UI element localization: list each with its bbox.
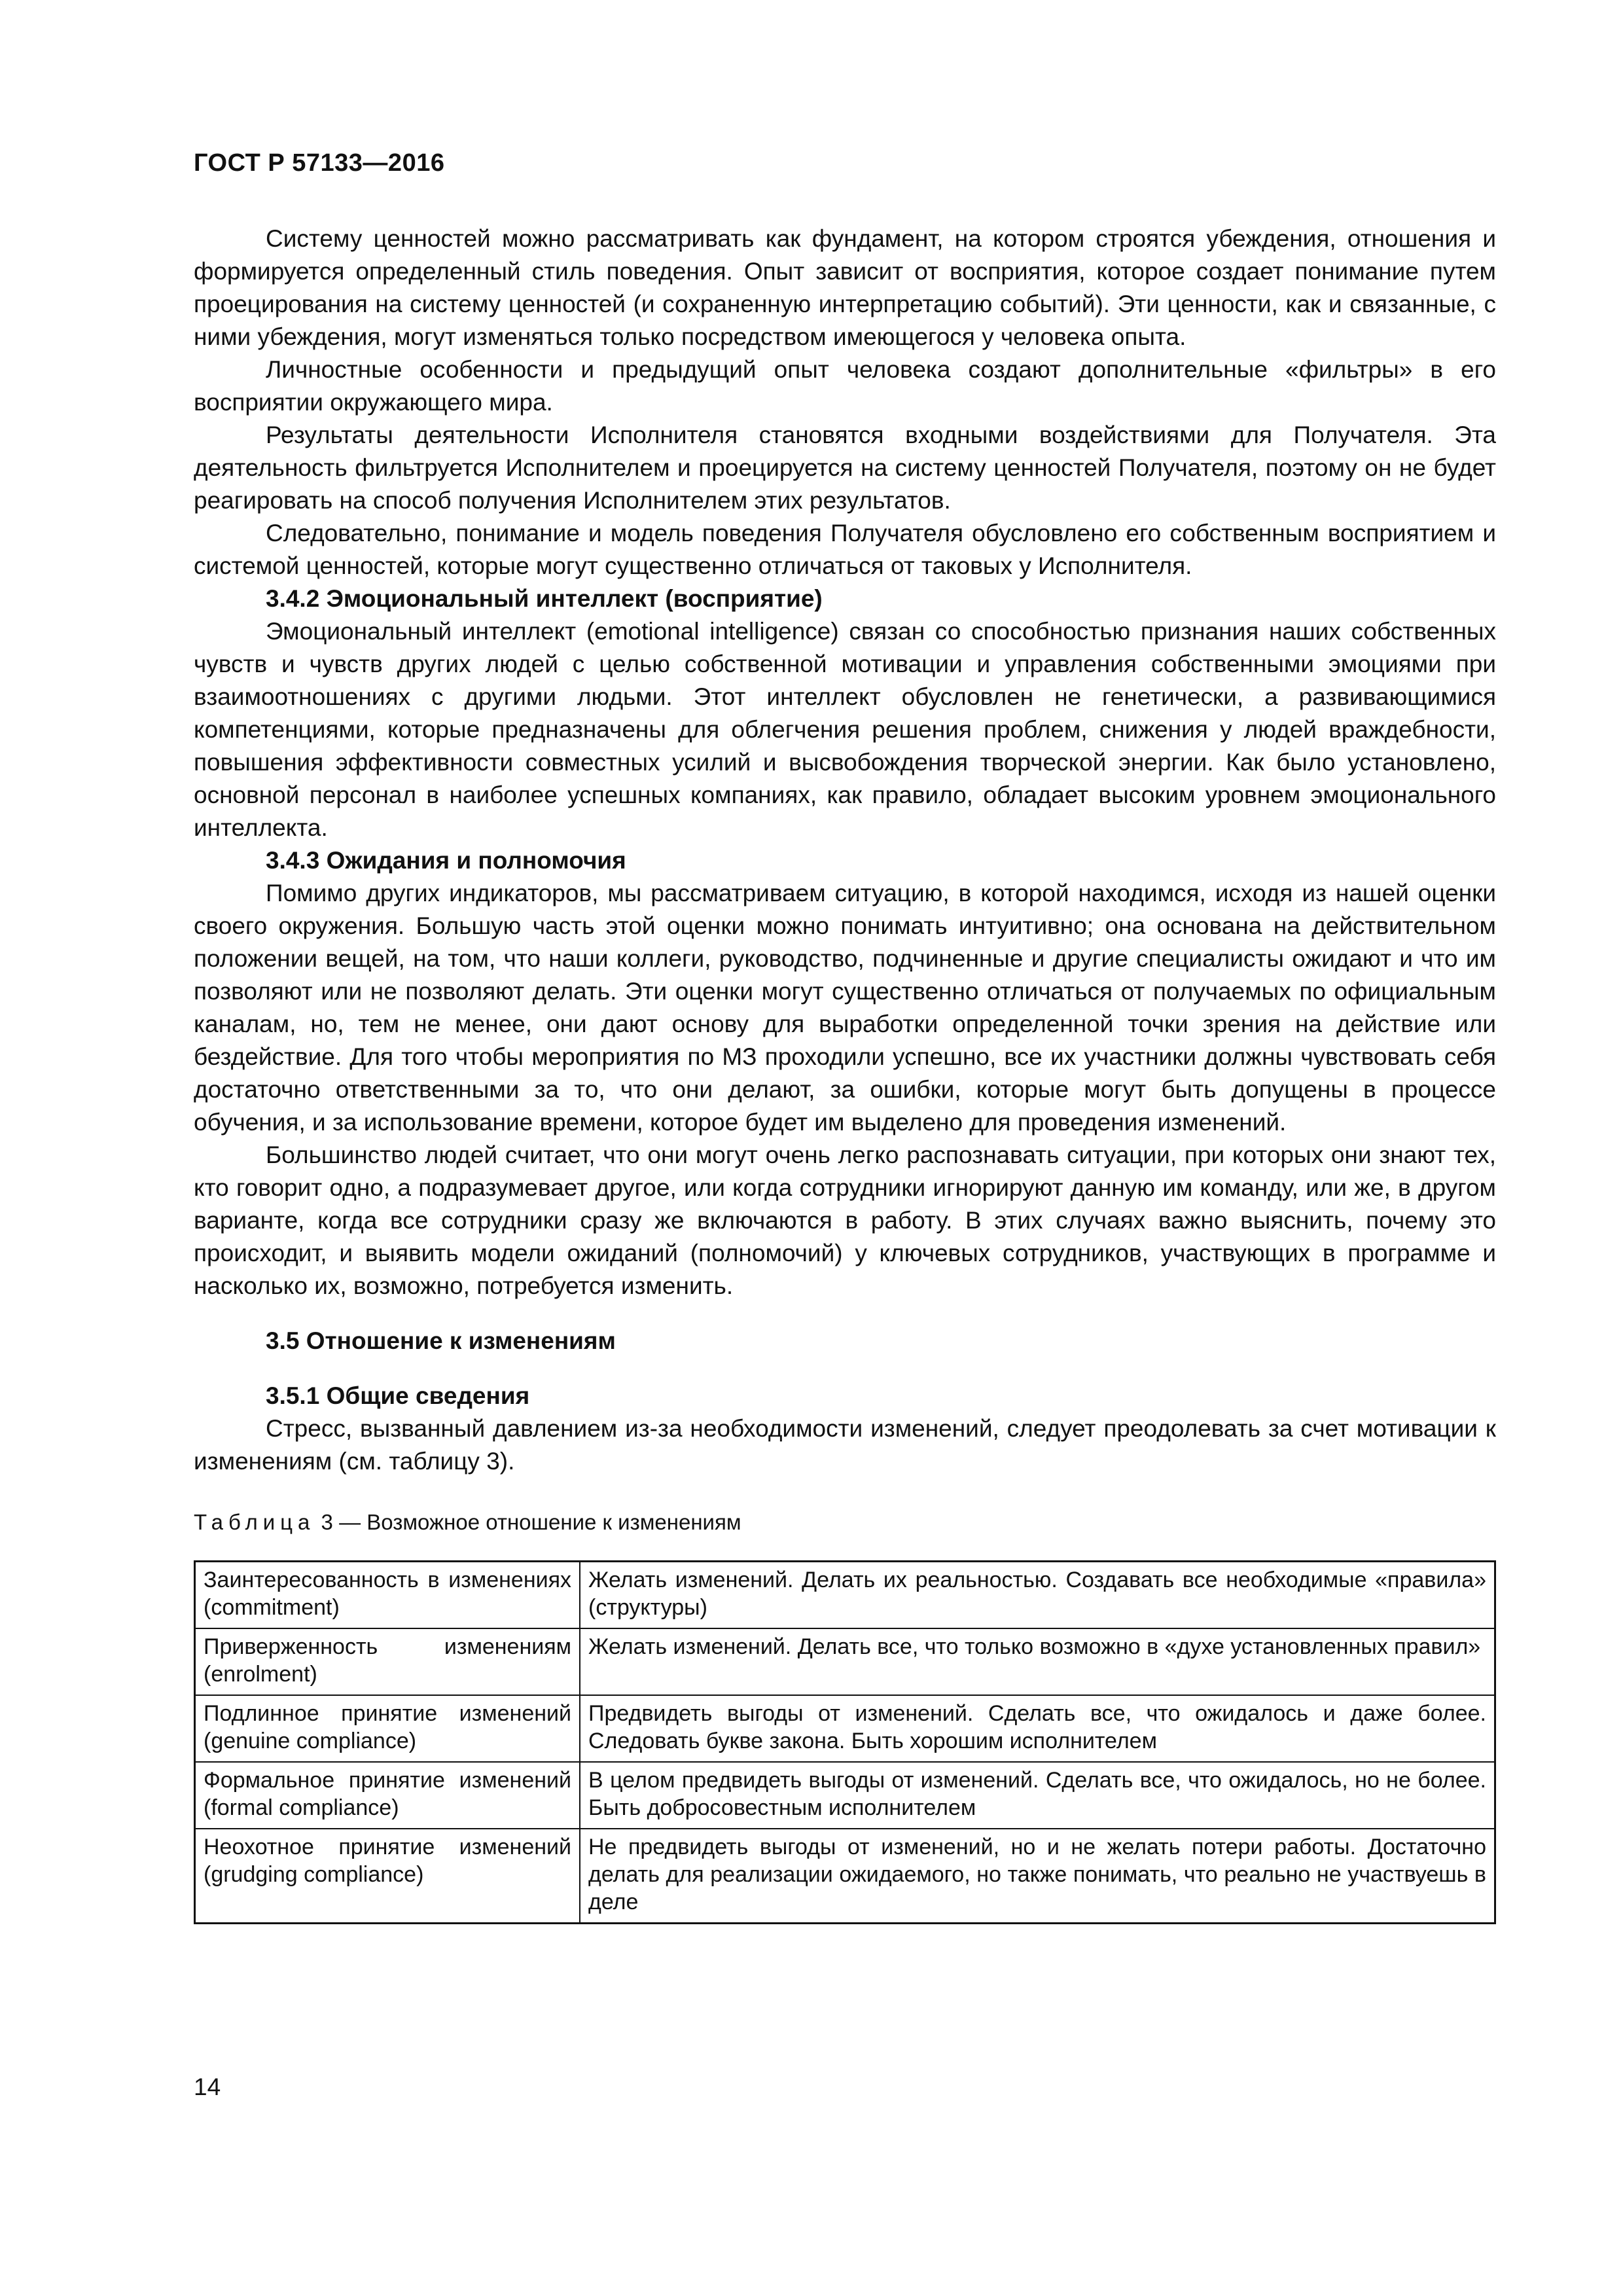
section-heading-3-5-1: 3.5.1 Общие сведения — [266, 1382, 530, 1409]
table-cell-attitude: Формальное принятие изменений (formal compliance) — [195, 1762, 580, 1829]
table-cell-description: В целом предвидеть выгоды от изменений. Сделать все, что ожидалось, но не более. Быть добросовестным исполнителем — [580, 1762, 1495, 1829]
section-heading-3-5: 3.5 Отношение к изменениям — [266, 1327, 616, 1354]
paragraph: Большинство людей считает, что они могут очень легко распознавать ситуации, при которых они знают тех, кто говорит одно, а подразумевает другое, или когда сотрудники игнорируют данную им команду, или же, в другом варианте, когда все сотрудники сразу же включаются в работу. В этих случаях важно выяснить, почему это происходит, и выявить модели ожиданий (полномочий) у ключевых сотрудников, участвующих в программе и насколько их, возможно, потребуется изменить. — [194, 1141, 1496, 1299]
table-cell-description: Желать изменений. Делать все, что только возможно в «духе установленных правил» — [580, 1628, 1495, 1695]
page-number: 14 — [194, 2073, 221, 2100]
paragraph: Систему ценностей можно рассматривать как фундамент, на котором строятся убеждения, отношения и формируется определенный стиль поведения. Опыт зависит от восприятия, которое создает понимание путем проецирования на систему ценностей (и сохраненную интерпретацию событий). Эти ценности, как и связанные, с ними убеждения, могут изменяться только посредством имеющегося у человека опыта. — [194, 225, 1496, 350]
table-caption-label: Таблица — [194, 1510, 315, 1534]
paragraph: Личностные особенности и предыдущий опыт человека создают дополнительные «фильтры» в его восприятии окружающего мира. — [194, 356, 1496, 416]
table-caption-text: 3 — Возможное отношение к изменениям — [315, 1510, 741, 1534]
document-header-id: ГОСТ Р 57133—2016 — [194, 149, 445, 177]
table-row — [195, 1829, 1495, 1924]
section-heading-3-4-2: 3.4.2 Эмоциональный интеллект (восприятие) — [266, 585, 823, 612]
table-cell-attitude: Неохотное принятие изменений (grudging compliance) — [195, 1829, 580, 1924]
table-row — [195, 1562, 1495, 1629]
table-cell-description: Желать изменений. Делать их реальностью. Создавать все необходимые «правила» (структуры) — [580, 1562, 1495, 1629]
table-caption — [194, 1508, 1496, 1537]
page-content — [194, 223, 1496, 1924]
attitude-table — [194, 1560, 1496, 1924]
table-cell-attitude: Заинтересованность в изменениях (commitment) — [195, 1562, 580, 1629]
section-heading-3-4-3: 3.4.3 Ожидания и полномочия — [266, 847, 626, 874]
table-cell-attitude: Приверженность изменениям (enrolment) — [195, 1628, 580, 1695]
table-row — [195, 1628, 1495, 1695]
paragraph: Помимо других индикаторов, мы рассматриваем ситуацию, в которой находимся, исходя из нашей оценки своего окружения. Большую часть этой оценки можно понимать интуитивно; она основана на действительном положении вещей, на том, что наши коллеги, руководство, подчиненные и другие специалисты ожидают и что им позволяют или не позволяют делать. Эти оценки могут существенно отличаться от получаемых по официальным каналам, но, тем не менее, они дают основу для выработки определенной точки зрения на действие или бездействие. Для того чтобы мероприятия по МЗ проходили успешно, все их участники должны чувствовать себя достаточно ответственными за то, что они делают, за ошибки, которые могут быть допущены в процессе обучения, и за использование времени, которое будет им выделено для проведения изменений. — [194, 880, 1496, 1136]
table-row — [195, 1762, 1495, 1829]
paragraph: Стресс, вызванный давлением из-за необходимости изменений, следует преодолевать за счет мотивации к изменениям (см. таблицу 3). — [194, 1415, 1496, 1475]
table-cell-description: Предвидеть выгоды от изменений. Сделать все, что ожидалось и даже более. Следовать букве закона. Быть хорошим исполнителем — [580, 1695, 1495, 1762]
paragraph: Эмоциональный интеллект (emotional intelligence) связан со способностью признания наших собственных чувств и чувств других людей с целью собственной мотивации и управления собственными эмоциями при взаимоотношениях с другими людьми. Этот интеллект обусловлен не генетически, а развивающимися компетенциями, которые предназначены для облегчения решения проблем, снижения у людей враждебности, повышения эффективности совместных усилий и высвобождения творческой энергии. Как было установлено, основной персонал в наиболее успешных компаниях, как правило, обладает высоким уровнем эмоционального интеллекта. — [194, 618, 1496, 841]
table-cell-description: Не предвидеть выгоды от изменений, но и не желать потери работы. Достаточно делать для реализации ожидаемого, но также понимать, что реально не участвуешь в деле — [580, 1829, 1495, 1924]
paragraph: Результаты деятельности Исполнителя становятся входными воздействиями для Получателя. Эта деятельность фильтруется Исполнителем и проецируется на систему ценностей Получателя, поэтому он не будет реагировать на способ получения Исполнителем этих результатов. — [194, 422, 1496, 514]
table-row — [195, 1695, 1495, 1762]
paragraph: Следовательно, понимание и модель поведения Получателя обусловлено его собственным восприятием и системой ценностей, которые могут существенно отличаться от таковых у Исполнителя. — [194, 520, 1496, 579]
table-cell-attitude: Подлинное принятие изменений (genuine compliance) — [195, 1695, 580, 1762]
